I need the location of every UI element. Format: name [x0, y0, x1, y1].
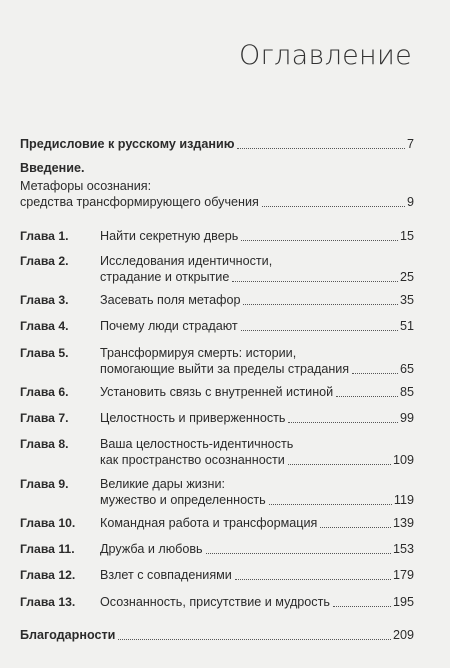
- chapter-title-line: Исследования идентичности,: [100, 254, 273, 268]
- leader-dots: [237, 147, 405, 149]
- chapter-title-line: Трансформируя смерть: истории,: [100, 346, 297, 360]
- chapter-title-line: страдание и открытие: [100, 270, 230, 284]
- chapter-label: Глава 9.: [20, 477, 69, 491]
- chapter-label: Глава 8.: [20, 437, 69, 451]
- chapter-title-line: Взлет с совпадениями: [100, 568, 232, 582]
- leader-dots: [333, 605, 391, 607]
- toc-page-number: 209: [392, 628, 414, 642]
- chapter-title-line: Осознанность, присутствие и мудрость: [100, 595, 330, 609]
- leader-dots: [118, 638, 391, 640]
- toc-page-number: 109: [392, 453, 414, 467]
- page-title: Оглавление: [238, 40, 412, 71]
- toc-page-number: 153: [392, 542, 414, 556]
- leader-dots: [235, 578, 391, 580]
- toc-entry-intro[interactable]: [20, 160, 414, 210]
- chapter-label: Глава 4.: [20, 319, 69, 333]
- chapter-label: Глава 5.: [20, 346, 69, 360]
- toc-page-number: 139: [392, 516, 414, 530]
- chapter-label: Глава 1.: [20, 229, 69, 243]
- leader-dots: [241, 239, 398, 241]
- chapter-title-line: Дружба и любовь: [100, 542, 203, 556]
- chapter-title-line: Почему люди страдают: [100, 319, 238, 333]
- chapter-title-line: Засевать поля метафор: [100, 293, 241, 307]
- toc-entry-chapter[interactable]: [20, 410, 414, 426]
- toc-page-number: 9: [406, 195, 414, 209]
- chapter-title-line: Установить связь с внутренней истиной: [100, 385, 334, 399]
- toc-entry-chapter[interactable]: [20, 253, 414, 285]
- toc-page-number: 65: [399, 362, 414, 376]
- chapter-label: Глава 6.: [20, 385, 69, 399]
- toc-page-number: 51: [399, 319, 414, 333]
- leader-dots: [288, 421, 398, 423]
- toc-entry-chapter[interactable]: [20, 436, 414, 468]
- chapter-label: Глава 11.: [20, 542, 75, 556]
- toc-page-number: 119: [393, 493, 414, 507]
- chapter-label: Глава 12.: [20, 568, 76, 582]
- chapter-label: Глава 10.: [20, 516, 76, 530]
- toc-entry-title: Благодарности: [20, 628, 116, 642]
- toc-entry-line: Метафоры осознания:: [20, 179, 152, 193]
- leader-dots: [320, 526, 391, 528]
- toc-entry-preface[interactable]: [20, 136, 414, 152]
- chapter-title-line: Командная работа и трансформация: [100, 516, 318, 530]
- leader-dots: [269, 503, 392, 505]
- leader-dots: [262, 205, 405, 207]
- toc-entry-chapter[interactable]: [20, 515, 414, 531]
- leader-dots: [352, 372, 398, 374]
- chapter-title-line: помогающие выйти за пределы страдания: [100, 362, 350, 376]
- toc-entry-chapter[interactable]: [20, 594, 414, 610]
- chapter-title-line: Целостность и приверженность: [100, 411, 286, 425]
- leader-dots: [206, 552, 391, 554]
- toc-entry-chapter[interactable]: [20, 318, 414, 334]
- toc-entry-chapter[interactable]: [20, 292, 414, 308]
- leader-dots: [336, 395, 398, 397]
- toc-page-number: 35: [399, 293, 414, 307]
- chapter-label: Глава 13.: [20, 595, 76, 609]
- chapter-title-line: Найти секретную дверь: [100, 229, 239, 243]
- toc-page-number: 7: [406, 137, 414, 151]
- toc-entry-chapter[interactable]: [20, 567, 414, 583]
- toc-entry-heading: Введение.: [20, 161, 85, 175]
- toc-entry-line: средства трансформирующего обучения: [20, 195, 259, 209]
- toc-entry-chapter[interactable]: [20, 476, 414, 508]
- leader-dots: [232, 280, 398, 282]
- leader-dots: [241, 329, 398, 331]
- toc-page-number: 85: [399, 385, 414, 399]
- toc-page-number: 179: [392, 568, 414, 582]
- toc-page-number: 195: [392, 595, 414, 609]
- toc-page-number: 15: [399, 229, 414, 243]
- leader-dots: [243, 303, 398, 305]
- chapter-title-line: Великие дары жизни:: [100, 477, 226, 491]
- toc-entry-chapter[interactable]: [20, 541, 414, 557]
- chapter-title-line: Ваша целостность-идентичность: [100, 437, 294, 451]
- leader-dots: [288, 463, 391, 465]
- toc-entry-title: Предисловие к русскому изданию: [20, 137, 235, 151]
- chapter-title-line: как пространство осознанности: [100, 453, 285, 467]
- chapter-label: Глава 7.: [20, 411, 69, 425]
- toc-entry-chapter[interactable]: [20, 228, 414, 244]
- chapter-label: Глава 3.: [20, 293, 69, 307]
- toc-entry-chapter[interactable]: [20, 345, 414, 377]
- chapter-label: Глава 2.: [20, 254, 69, 268]
- toc-entry-chapter[interactable]: [20, 384, 414, 400]
- chapter-title-line: мужество и определенность: [100, 493, 266, 507]
- toc-page-number: 25: [399, 270, 414, 284]
- toc-page-number: 99: [399, 411, 414, 425]
- toc-entry-acknowledgments[interactable]: [20, 627, 414, 643]
